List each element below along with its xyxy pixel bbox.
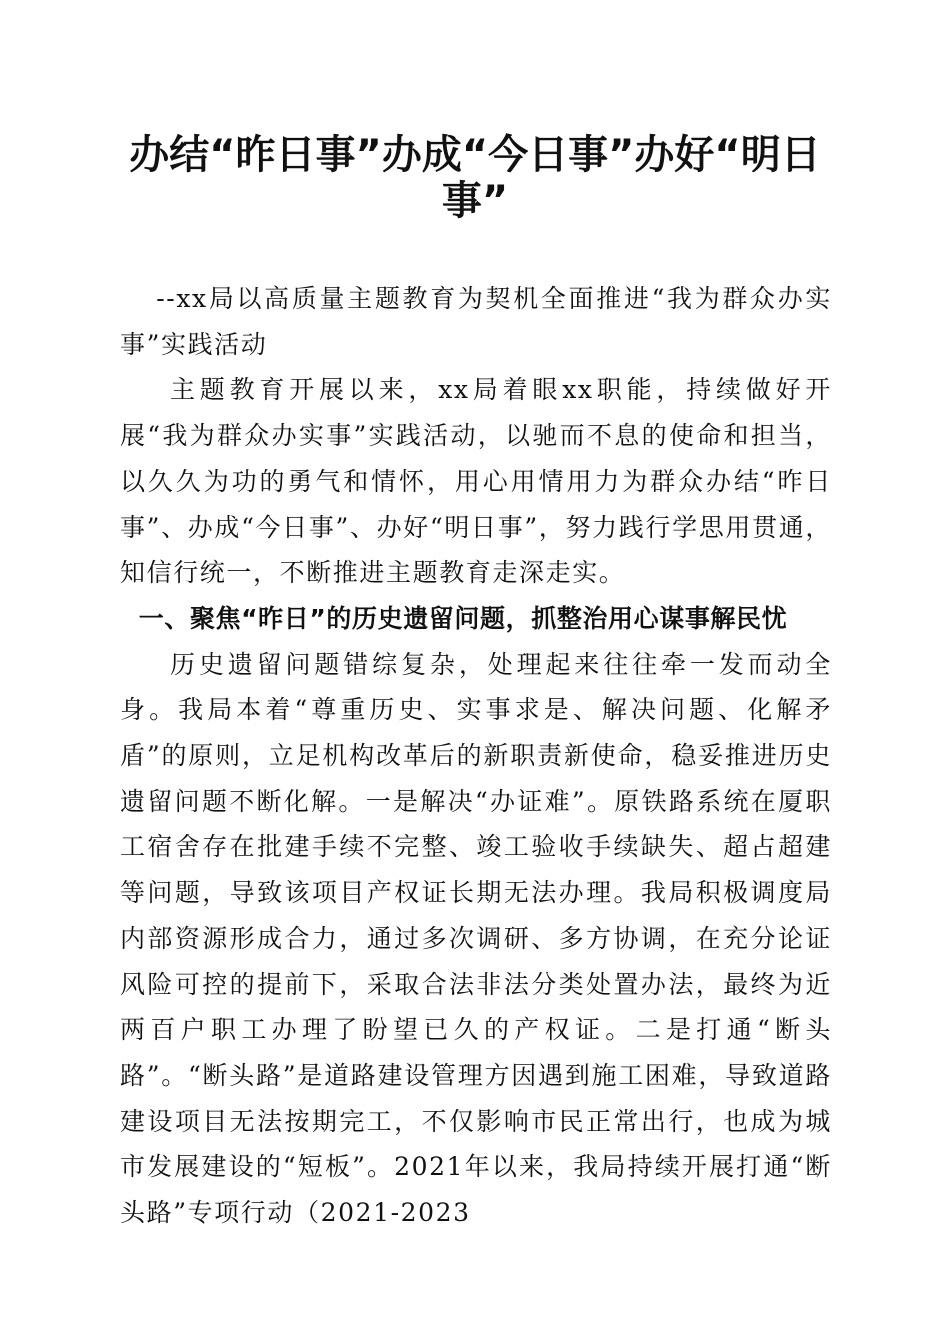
section-heading: 一、聚焦“昨日”的历史遗留问题，抓整治用心谋事解民忧 xyxy=(138,603,788,633)
section-paragraph: 历史遗留问题错综复杂，处理起来往往牵一发而动全身。我局本着“尊重历史、实事求是、解决问题、化解矛盾”的原则，立足机构改革后的新职责新使命，稳妥推进历史遗留问题不断化解。一是解决“办证难”。原铁路系统在厦职工宿舍存在批建手续不完整、竣工验收手续缺失、超占超建等问题，导致该项目产权证长期无法办理。我局积极调度局内部资源形成合力，通过多次调研、多方协调，在充分论证风险可控的提前下，采取合法非法分类处置办法，最终为近两百户职工办理了盼望已久的产权证。二是打通“断头路”。“断头路”是道路建设管理方因遇到施工困难，导致道路建设项目无法按期完工，不仅影响市民正常出行，也成为城市发展建设的“短板”。2021年以来，我局持续开展打通“断头路”专项行动（2021-2023 xyxy=(120,649,832,1228)
document-subtitle: --xx局以高质量主题教育为契机全面推进“我为群众办实事”实践活动 xyxy=(120,284,832,359)
document-body xyxy=(120,276,832,1236)
document-title: 办结“昨日事”办成“今日事”办好“明日事” xyxy=(129,132,821,224)
intro-paragraph: 主题教育开展以来，xx局着眼xx职能，持续做好开展“我为群众办实事”实践活动，以驰而不息的使命和担当，以久久为功的勇气和情怀，用心用情用力为群众办结“昨日事”、办成“今日事”、办好“明日事”，努力践行学思用贯通，知信行统一，不断推进主题教育走深走实。 xyxy=(120,375,832,588)
